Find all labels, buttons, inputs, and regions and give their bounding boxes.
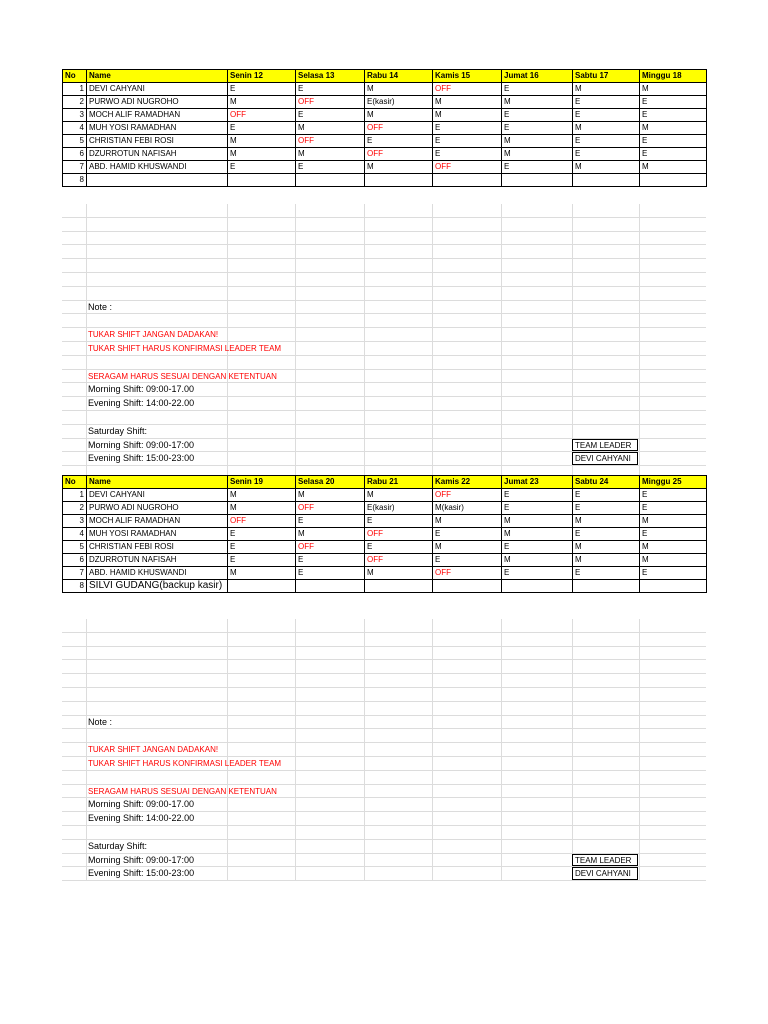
shift-cell: OFF [365, 148, 433, 161]
shift-cell: E [640, 489, 707, 502]
shift-cell: M [365, 567, 433, 580]
shift-cell: OFF [296, 96, 365, 109]
shift-cell: M [573, 515, 640, 528]
table-row [63, 554, 707, 567]
shift-cell: E [640, 528, 707, 541]
column-header: Name [87, 70, 228, 83]
shift-cell: E [502, 489, 573, 502]
row-number: 1 [63, 489, 87, 502]
shift-cell: M [502, 96, 573, 109]
shift-cell [502, 580, 573, 593]
shift-cell: M [228, 96, 296, 109]
shift-cell: E [296, 515, 365, 528]
shift-cell: E [296, 83, 365, 96]
shift-cell: M [433, 541, 502, 554]
shift-cell [573, 174, 640, 187]
shift-cell: E [433, 135, 502, 148]
column-header: No [63, 476, 87, 489]
shift-cell: E [433, 528, 502, 541]
employee-name: MOCH ALIF RAMADHAN [87, 515, 228, 528]
column-header: Kamis 22 [433, 476, 502, 489]
shift-cell: E [228, 541, 296, 554]
shift-cell: M [365, 83, 433, 96]
row-number: 8 [63, 174, 87, 187]
team-leader-label: TEAM LEADER [572, 854, 638, 867]
shift-cell: OFF [433, 567, 502, 580]
employee-name: PURWO ADI NUGROHO [87, 502, 228, 515]
shift-cell: M [502, 528, 573, 541]
note-saturday-evening: Evening Shift: 15:00-23:00 [88, 868, 195, 879]
note-saturday-morning: Morning Shift: 09:00-17:00 [88, 439, 195, 450]
shift-cell [640, 580, 707, 593]
shift-cell: M [296, 528, 365, 541]
shift-cell: M [296, 489, 365, 502]
shift-cell: M [433, 109, 502, 122]
team-leader-name: DEVI CAHYANI [572, 867, 638, 880]
row-number: 7 [63, 567, 87, 580]
employee-name: MUH YOSI RAMADHAN [87, 528, 228, 541]
column-header: Rabu 21 [365, 476, 433, 489]
note-saturday-morning: Morning Shift: 09:00-17:00 [88, 854, 195, 865]
table-row [63, 83, 707, 96]
shift-cell: E [573, 96, 640, 109]
row-number: 3 [63, 109, 87, 122]
table-row [63, 161, 707, 174]
shift-cell: M [228, 135, 296, 148]
row-number: 4 [63, 122, 87, 135]
note-rule-shift-swap: TUKAR SHIFT JANGAN DADAKAN! [88, 330, 219, 340]
shift-cell: OFF [365, 554, 433, 567]
shift-cell: E [502, 109, 573, 122]
shift-cell: E [433, 122, 502, 135]
note-morning-shift: Morning Shift: 09:00-17.00 [88, 799, 195, 810]
shift-cell: E [573, 135, 640, 148]
column-header: Sabtu 24 [573, 476, 640, 489]
shift-cell [228, 174, 296, 187]
team-leader-name: DEVI CAHYANI [572, 452, 638, 465]
shift-cell: M [573, 554, 640, 567]
table-row [63, 174, 707, 187]
column-header: Minggu 18 [640, 70, 707, 83]
employee-name: CHRISTIAN FEBI ROSI [87, 135, 228, 148]
column-header: Jumat 23 [502, 476, 573, 489]
shift-cell: M [228, 489, 296, 502]
note-rule-confirm-leader: TUKAR SHIFT HARUS KONFIRMASI LEADER TEAM [88, 343, 282, 353]
note-title: Note : [88, 716, 113, 727]
column-header: Selasa 13 [296, 70, 365, 83]
shift-cell: OFF [228, 515, 296, 528]
row-number: 2 [63, 96, 87, 109]
shift-cell: M [502, 515, 573, 528]
shift-cell: M [573, 83, 640, 96]
shift-cell: E [640, 135, 707, 148]
row-number: 1 [63, 83, 87, 96]
note-morning-shift: Morning Shift: 09:00-17.00 [88, 384, 195, 395]
shift-cell: E [296, 567, 365, 580]
shift-cell [573, 580, 640, 593]
shift-cell: E [228, 122, 296, 135]
shift-cell [640, 174, 707, 187]
shift-cell: E [640, 148, 707, 161]
shift-cell: E [365, 135, 433, 148]
row-number: 6 [63, 148, 87, 161]
row-number: 4 [63, 528, 87, 541]
shift-cell: E [296, 554, 365, 567]
shift-cell: E [365, 541, 433, 554]
table-row [63, 122, 707, 135]
column-header: Jumat 16 [502, 70, 573, 83]
shift-cell: M [228, 502, 296, 515]
note-evening-shift: Evening Shift: 14:00-22.00 [88, 813, 195, 824]
shift-cell: E [502, 502, 573, 515]
row-number: 8 [63, 580, 87, 593]
column-header: Rabu 14 [365, 70, 433, 83]
shift-cell: M [640, 554, 707, 567]
shift-cell: E [433, 554, 502, 567]
shift-cell: M [433, 515, 502, 528]
shift-cell: E [573, 502, 640, 515]
shift-cell: M [433, 96, 502, 109]
column-header: Minggu 25 [640, 476, 707, 489]
shift-cell: M [502, 554, 573, 567]
shift-cell [296, 174, 365, 187]
shift-cell: E [228, 528, 296, 541]
shift-cell: E [640, 567, 707, 580]
shift-cell [365, 174, 433, 187]
table-row [63, 567, 707, 580]
shift-cell: E [296, 109, 365, 122]
shift-cell: OFF [433, 161, 502, 174]
shift-cell: M [228, 567, 296, 580]
shift-cell: M [640, 515, 707, 528]
note-rule-shift-swap: TUKAR SHIFT JANGAN DADAKAN! [88, 745, 219, 755]
shift-cell: M(kasir) [433, 502, 502, 515]
shift-cell: M [502, 148, 573, 161]
table-row [63, 135, 707, 148]
shift-cell: E [640, 502, 707, 515]
shift-cell: E(kasir) [365, 96, 433, 109]
shift-cell: E [433, 148, 502, 161]
note-evening-shift: Evening Shift: 14:00-22.00 [88, 398, 195, 409]
shift-cell: E [502, 122, 573, 135]
shift-cell: E [573, 567, 640, 580]
table-row [63, 528, 707, 541]
note-rule-confirm-leader: TUKAR SHIFT HARUS KONFIRMASI LEADER TEAM [88, 758, 282, 768]
shift-cell: E [640, 109, 707, 122]
shift-cell: M [573, 161, 640, 174]
table-row [63, 96, 707, 109]
shift-cell: M [640, 122, 707, 135]
table-row [63, 515, 707, 528]
notes-area-week-2 [62, 619, 706, 881]
note-title: Note : [88, 301, 113, 312]
employee-name [87, 174, 228, 187]
employee-name: MOCH ALIF RAMADHAN [87, 109, 228, 122]
employee-name: ABD. HAMID KHUSWANDI [87, 161, 228, 174]
shift-cell: E [296, 161, 365, 174]
row-number: 5 [63, 135, 87, 148]
shift-cell: M [296, 122, 365, 135]
row-number: 7 [63, 161, 87, 174]
table-row [63, 580, 707, 593]
shift-cell: E [502, 541, 573, 554]
column-header: No [63, 70, 87, 83]
row-number: 2 [63, 502, 87, 515]
employee-name: ABD. HAMID KHUSWANDI [87, 567, 228, 580]
employee-name: CHRISTIAN FEBI ROSI [87, 541, 228, 554]
table-row [63, 109, 707, 122]
shift-cell: E [573, 148, 640, 161]
schedule-week-1 [62, 69, 706, 187]
shift-cell: OFF [365, 122, 433, 135]
shift-cell: E [228, 554, 296, 567]
shift-cell: M [640, 161, 707, 174]
employee-name: MUH YOSI RAMADHAN [87, 122, 228, 135]
employee-name: DZURROTUN NAFISAH [87, 554, 228, 567]
shift-cell: OFF [296, 502, 365, 515]
shift-cell: E [228, 161, 296, 174]
shift-cell: E [573, 109, 640, 122]
column-header: Selasa 20 [296, 476, 365, 489]
column-header: Sabtu 17 [573, 70, 640, 83]
shift-cell: M [640, 541, 707, 554]
note-rule-uniform: SERAGAM HARUS SESUAI DENGAN KETENTUAN [88, 786, 277, 796]
shift-cell: E [640, 96, 707, 109]
employee-name: DZURROTUN NAFISAH [87, 148, 228, 161]
schedule-table-week-1 [62, 69, 707, 187]
row-number: 3 [63, 515, 87, 528]
shift-cell: M [365, 161, 433, 174]
shift-cell: E(kasir) [365, 502, 433, 515]
schedule-table-week-2 [62, 475, 707, 593]
header-row [63, 476, 707, 489]
shift-cell: M [640, 83, 707, 96]
shift-cell: E [573, 528, 640, 541]
employee-name: DEVI CAHYANI [87, 489, 228, 502]
shift-cell: M [228, 148, 296, 161]
shift-cell: E [228, 83, 296, 96]
shift-cell: M [502, 135, 573, 148]
table-row [63, 502, 707, 515]
header-row [63, 70, 707, 83]
note-saturday-title: Saturday Shift: [88, 425, 148, 436]
employee-name: DEVI CAHYANI [87, 83, 228, 96]
shift-cell: OFF [365, 528, 433, 541]
note-saturday-evening: Evening Shift: 15:00-23:00 [88, 453, 195, 464]
team-leader-label: TEAM LEADER [572, 439, 638, 452]
table-row [63, 541, 707, 554]
note-saturday-title: Saturday Shift: [88, 840, 148, 851]
employee-name: PURWO ADI NUGROHO [87, 96, 228, 109]
row-number: 6 [63, 554, 87, 567]
shift-cell: E [502, 567, 573, 580]
shift-cell: OFF [228, 109, 296, 122]
shift-cell: E [573, 489, 640, 502]
table-row [63, 148, 707, 161]
table-row [63, 489, 707, 502]
column-header: Senin 12 [228, 70, 296, 83]
shift-cell: OFF [433, 83, 502, 96]
column-header: Senin 19 [228, 476, 296, 489]
employee-name: SILVI GUDANG(backup kasir) [87, 580, 228, 593]
column-header: Kamis 15 [433, 70, 502, 83]
shift-cell [296, 580, 365, 593]
shift-cell: M [296, 148, 365, 161]
row-number: 5 [63, 541, 87, 554]
column-header: Name [87, 476, 228, 489]
shift-cell: M [573, 122, 640, 135]
shift-cell [502, 174, 573, 187]
shift-cell: E [502, 83, 573, 96]
shift-cell: M [573, 541, 640, 554]
shift-cell: M [365, 489, 433, 502]
shift-cell: E [365, 515, 433, 528]
shift-cell: OFF [433, 489, 502, 502]
shift-cell: M [365, 109, 433, 122]
shift-cell [365, 580, 433, 593]
shift-cell: OFF [296, 135, 365, 148]
notes-area-week-1 [62, 204, 706, 480]
shift-cell [228, 580, 296, 593]
shift-cell: OFF [296, 541, 365, 554]
note-rule-uniform: SERAGAM HARUS SESUAI DENGAN KETENTUAN [88, 371, 277, 381]
shift-cell [433, 580, 502, 593]
shift-cell [433, 174, 502, 187]
schedule-week-2 [62, 475, 706, 593]
shift-cell: E [502, 161, 573, 174]
